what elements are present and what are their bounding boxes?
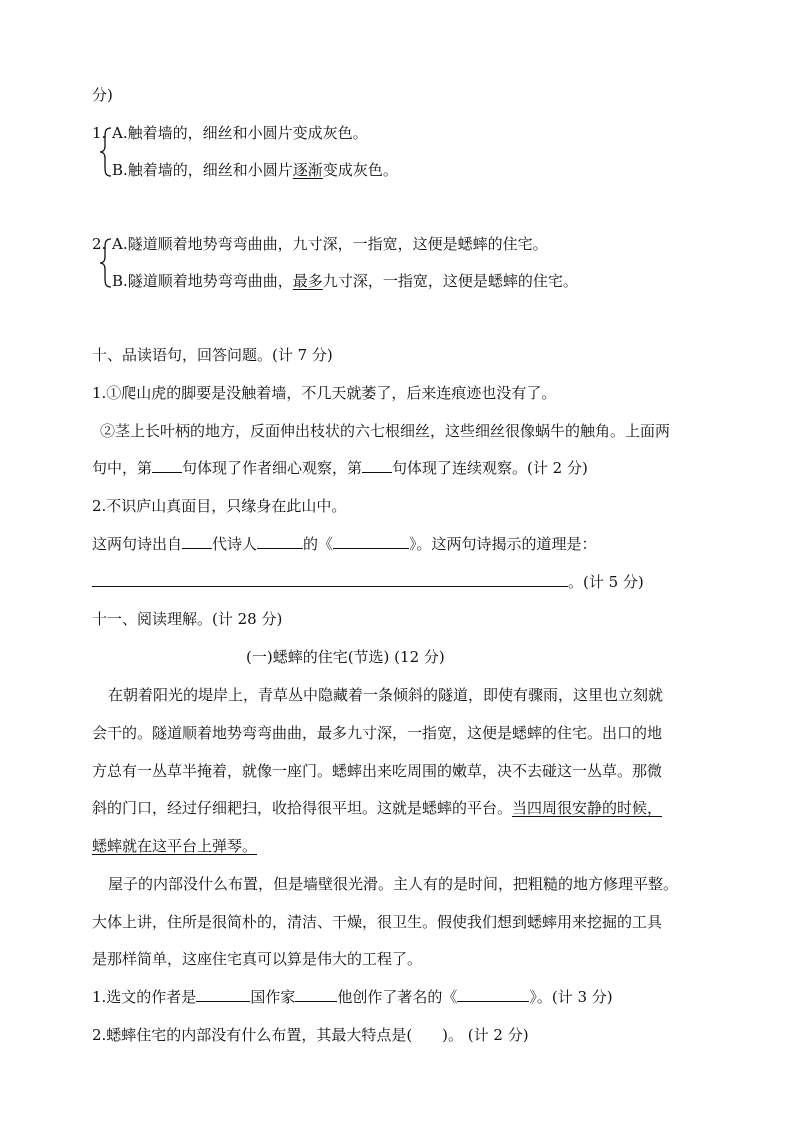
- passage-line: [92, 836, 257, 856]
- answer-blank[interactable]: [333, 534, 409, 549]
- underlined-word: 逐渐: [292, 161, 323, 179]
- brace-icon: [99, 126, 113, 178]
- text: 句中，第: [92, 459, 153, 477]
- option-b-text-end: 九寸深，一指宽，这便是蟋蟀的住宅。: [322, 272, 578, 290]
- text: 代诗人: [212, 535, 258, 553]
- underlined-word: 最多: [292, 272, 323, 290]
- text: 句体现了连续观察。(计 2 分): [392, 459, 588, 477]
- answer-blank[interactable]: [295, 987, 337, 1002]
- text: 。(计 5 分): [568, 573, 644, 591]
- passage-line: 在朝着阳光的堤岸上，青草丛中隐藏着一条倾斜的隧道，即使有骤雨，这里也立刻就: [108, 686, 664, 704]
- answer-blank[interactable]: [196, 987, 250, 1002]
- s10-q1-line3: [92, 458, 588, 478]
- passage-line: 是那样简单，这座住宅真可以算是伟大的工程了。: [92, 950, 423, 968]
- text: 斜的门口，经过仔细耙扫，收拾得很平坦。这就是蟋蟀的平台。: [92, 799, 513, 817]
- answer-blank[interactable]: [92, 572, 568, 587]
- s11-q1: [92, 987, 613, 1007]
- compare-q2-option-a: A.隧道顺着地势弯弯曲曲，九寸深，一指宽，这便是蟋蟀的住宅。: [112, 235, 548, 253]
- passage-line: 屋子的内部没什么布置，但是墙壁很光滑。主人有的是时间，把粗糙的地方修理平整。: [108, 875, 679, 893]
- compare-q1-option-a: A.触着墙的，细丝和小圆片变成灰色。: [112, 124, 368, 142]
- passage-title: (一)蟋蟀的住宅(节选) (12 分): [246, 648, 445, 666]
- compare-q1-option-b: [112, 160, 398, 180]
- text: 》。(计 3 分): [529, 988, 613, 1006]
- answer-blank[interactable]: [182, 534, 212, 549]
- s10-q2-poem: 2.不识庐山真面目，只缘身在此山中。: [92, 497, 347, 515]
- s10-q2-line3: [92, 572, 644, 592]
- underlined-sentence: 当四周很安静的时候，: [512, 799, 663, 817]
- s10-q2-line2: [92, 534, 597, 554]
- carryover-text: 分): [92, 86, 113, 104]
- section-11-heading: 十一、阅读理解。(计 28 分): [92, 610, 283, 628]
- compare-q1-number: 1.: [92, 124, 107, 142]
- passage-line: 方总有一丛草半掩着，就像一座门。蟋蟀出来吃周围的嫩草，决不去碰这一丛草。那微: [92, 762, 663, 780]
- text: 》。这两句诗揭示的道理是：: [409, 535, 597, 553]
- text: 句体现了作者细心观察，第: [182, 459, 363, 477]
- answer-blank[interactable]: [152, 458, 182, 473]
- brace-icon: [99, 237, 113, 289]
- option-b-text: B.隧道顺着地势弯弯曲曲，: [112, 272, 293, 290]
- option-b-text: B.触着墙的，细丝和小圆片: [112, 161, 293, 179]
- passage-line: 会干的。隧道顺着地势弯弯曲曲，最多九寸深，一指宽，这便是蟋蟀的住宅。出口的地: [92, 724, 663, 742]
- s10-q1-line2: ②茎上长叶柄的地方，反面伸出枝状的六七根细丝，这些细丝很像蜗牛的触角。上面两: [100, 422, 671, 440]
- text: 他创作了著名的《: [337, 988, 458, 1006]
- text: 的《: [303, 535, 334, 553]
- underlined-sentence: 蟋蟀就在这平台上弹琴。: [92, 837, 258, 855]
- compare-q2-option-b: [112, 271, 578, 291]
- option-b-text-end: 变成灰色。: [322, 161, 398, 179]
- passage-line: 大体上讲，住所是很简朴的，清洁、干燥，很卫生。假使我们想到蟋蟀用来挖掘的工具: [92, 913, 663, 931]
- answer-blank[interactable]: [257, 534, 303, 549]
- answer-blank[interactable]: [362, 458, 392, 473]
- answer-blank[interactable]: [457, 987, 529, 1002]
- section-10-heading: 十、品读语句，回答问题。(计 7 分): [92, 346, 333, 364]
- s11-q2: 2.蟋蟀住宅的内部没有什么布置，其最大特点是( )。 (计 2 分): [92, 1026, 529, 1044]
- passage-line: [92, 798, 662, 818]
- text: 这两句诗出自: [92, 535, 183, 553]
- text: 1.选文的作者是: [92, 988, 197, 1006]
- compare-q2-number: 2.: [92, 235, 107, 253]
- s10-q1-line1: 1.①爬山虎的脚要是没触着墙，不几天就萎了，后来连痕迹也没有了。: [92, 384, 557, 402]
- text: 国作家: [250, 988, 296, 1006]
